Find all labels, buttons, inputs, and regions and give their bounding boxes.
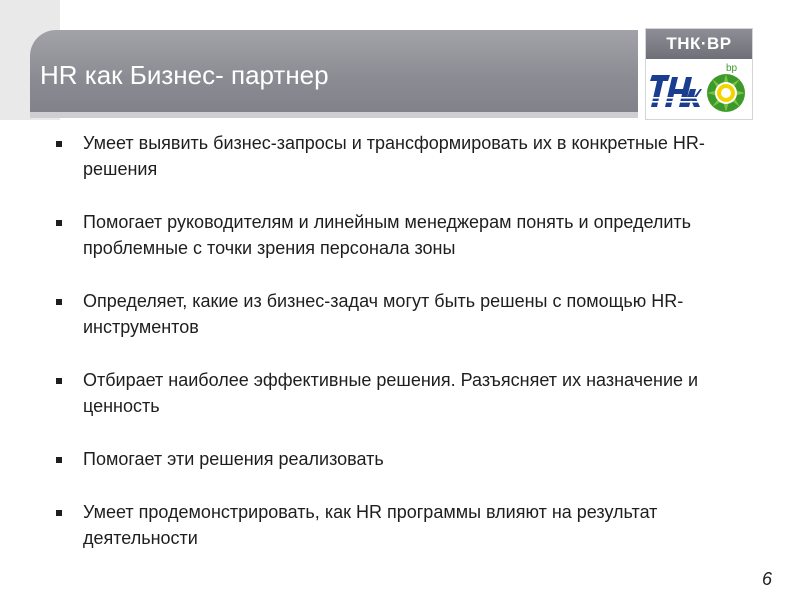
slide-title: HR как Бизнес- партнер bbox=[40, 60, 329, 90]
bullet-item bbox=[52, 446, 742, 472]
bullet-marker bbox=[56, 378, 62, 384]
bullet-marker bbox=[56, 510, 62, 516]
bp-helios-icon bbox=[706, 73, 746, 113]
bullet-marker bbox=[56, 220, 62, 226]
bullet-item bbox=[52, 288, 742, 340]
bullet-text: Умеет продемонстрировать, как HR программы влияют на результат деятельности bbox=[83, 502, 658, 548]
bullet-text: Определяет, какие из бизнес-задач могут быть решены с помощью HR-инструментов bbox=[83, 291, 684, 337]
bullet-marker bbox=[56, 457, 62, 463]
tnk-bp-logo bbox=[645, 28, 753, 120]
logo-brand-text: ТНК·ВР bbox=[646, 29, 752, 59]
bullet-text: Умеет выявить бизнес-запросы и трансформировать их в конкретные HR-решения bbox=[83, 133, 705, 179]
bullet-item bbox=[52, 130, 742, 182]
bullet-item bbox=[52, 209, 742, 261]
logo-bp-text: bp bbox=[726, 63, 738, 74]
page-number: 6 bbox=[761, 569, 772, 589]
bullet-marker bbox=[56, 299, 62, 305]
bullet-text: Помогает руководителям и линейным менеджерам понять и определить проблемные с точки зрения персонала зоны bbox=[83, 212, 692, 258]
bullet-text: Отбирает наиболее эффективные решения. Разъясняет их назначение и ценность bbox=[83, 370, 699, 416]
bullet-item bbox=[52, 499, 742, 551]
bullet-list bbox=[52, 130, 742, 578]
bullet-marker bbox=[56, 141, 62, 147]
bullet-item bbox=[52, 367, 742, 419]
tnk-mark-icon bbox=[650, 67, 702, 115]
bullet-text: Помогает эти решения реализовать bbox=[83, 449, 384, 469]
